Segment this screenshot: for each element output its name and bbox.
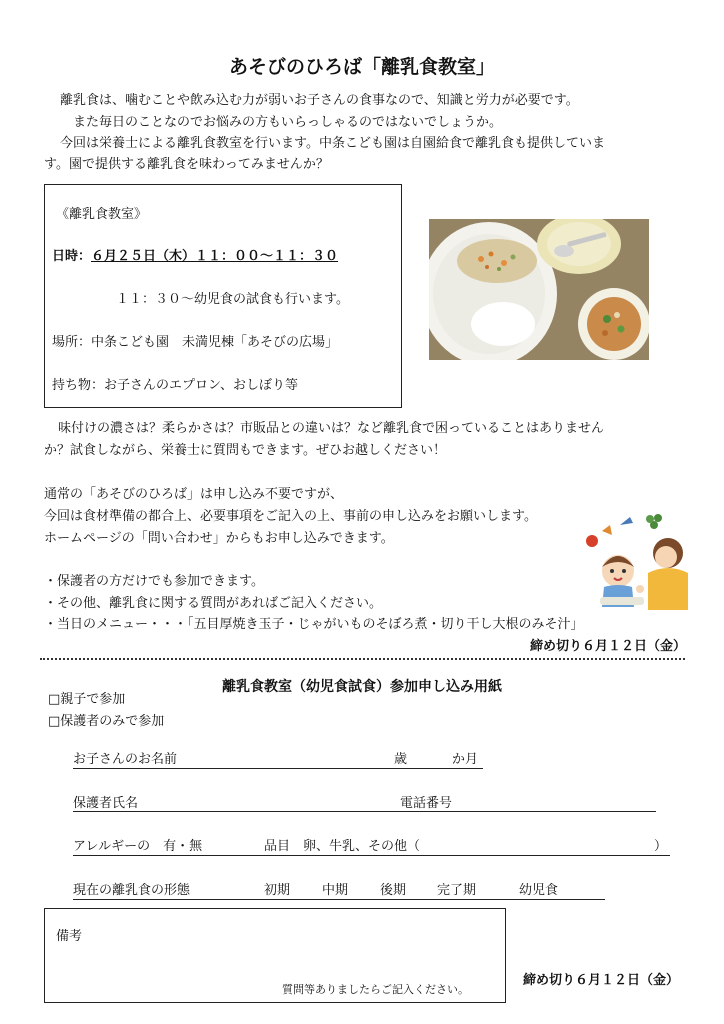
intro-line-4: す。園で提供する離乳食を味わってみませんか？ — [44, 157, 329, 172]
items-to-bring: 持ち物：お子さんのエプロン、おしぼり等 — [52, 378, 298, 393]
intro-line-3: 今回は栄養士による離乳食教室を行います。中条こども園は自園給食で離乳食も提供していま — [60, 136, 605, 151]
remarks-note: 質問等ありましたらご記入ください。 — [282, 983, 469, 996]
intro-line-1: 離乳食は、噛むことや飲み込む力が弱いお子さんの食事なので、知識と労力が必要です。 — [60, 93, 579, 108]
stage-field — [73, 899, 605, 900]
stage-label: 現在の離乳食の形態 — [73, 883, 191, 898]
notice-line-3: ホームページの「問い合わせ」からもお申し込みできます。 — [44, 531, 394, 546]
questions-line-2: か？試食しながら、栄養士に質問もできます。ぜひお越しください！ — [44, 443, 446, 458]
stage-middle[interactable]: 中期 — [322, 883, 349, 898]
trial-note: １１：３０～幼児食の試食も行います。 — [116, 292, 349, 307]
questions-line-1: 味付けの濃さは？柔らかさは？市販品との違いは？など離乳食で困っていることはありません — [58, 421, 605, 436]
stage-late[interactable]: 後期 — [380, 883, 407, 898]
child-name-field[interactable] — [73, 768, 483, 769]
stage-toddler[interactable]: 幼児食 — [519, 883, 559, 898]
date-value: ６月２５日（木）１１：００～１１：３０ — [91, 249, 339, 264]
baby-food-photo — [429, 219, 649, 360]
bullet-1: ・保護者の方だけでも参加できます。 — [44, 574, 264, 589]
phone-label: 電話番号 — [400, 796, 453, 811]
allergy-field[interactable] — [73, 855, 670, 856]
bullet-2: ・その他、離乳食に関する質問があればご記入ください。 — [44, 596, 383, 611]
notice-line-1: 通常の「あそびのひろば」は申し込み不要ですが、 — [44, 487, 344, 502]
remarks-label: 備考 — [56, 929, 83, 944]
stage-early[interactable]: 初期 — [264, 883, 291, 898]
bullet-3: ・当日のメニュー・・・「五目厚焼き玉子・じゃがいものそぼろ煮・切り干し大根のみそ汁」 — [44, 617, 584, 632]
age-years-label: 歳 — [394, 752, 408, 767]
place: 場所：中条こども園 未満児棟「あそびの広場」 — [52, 335, 339, 350]
option-guardian-only[interactable]: □保護者のみで参加 — [48, 714, 165, 729]
deadline-bottom: 締め切り６月１２日（金） — [523, 973, 680, 988]
age-months-label: か月 — [452, 752, 479, 767]
guardian-name-label: 保護者氏名 — [73, 796, 139, 811]
allergy-close: ） — [654, 839, 668, 854]
intro-line-2: また毎日のことなのでお悩みの方もいらっしゃるのではないでしょうか。 — [73, 115, 503, 130]
stage-complete[interactable]: 完了期 — [437, 883, 477, 898]
date-label: 日時： — [52, 249, 92, 264]
page-title: あそびのひろば「離乳食教室」 — [228, 56, 495, 78]
form-title: 離乳食教室（幼児食試食）参加申し込み用紙 — [222, 679, 502, 695]
guardian-field[interactable] — [73, 811, 656, 812]
info-heading: 《離乳食教室》 — [56, 207, 148, 222]
allergy-label: アレルギーの 有・無 — [73, 839, 203, 854]
child-name-label: お子さんのお名前 — [73, 752, 178, 767]
mother-child-illustration — [580, 505, 690, 610]
notice-line-2: 今回は食材準備の都合上、必要事項をご記入の上、事前の申し込みをお願いします。 — [44, 509, 537, 524]
allergy-items: 品目 卵、牛乳、その他（ — [264, 839, 421, 854]
deadline-top: 締め切り６月１２日（金） — [529, 639, 686, 654]
option-parent-child[interactable]: □親子で参加 — [48, 692, 126, 707]
cut-line — [40, 658, 685, 660]
date-line — [52, 246, 338, 267]
